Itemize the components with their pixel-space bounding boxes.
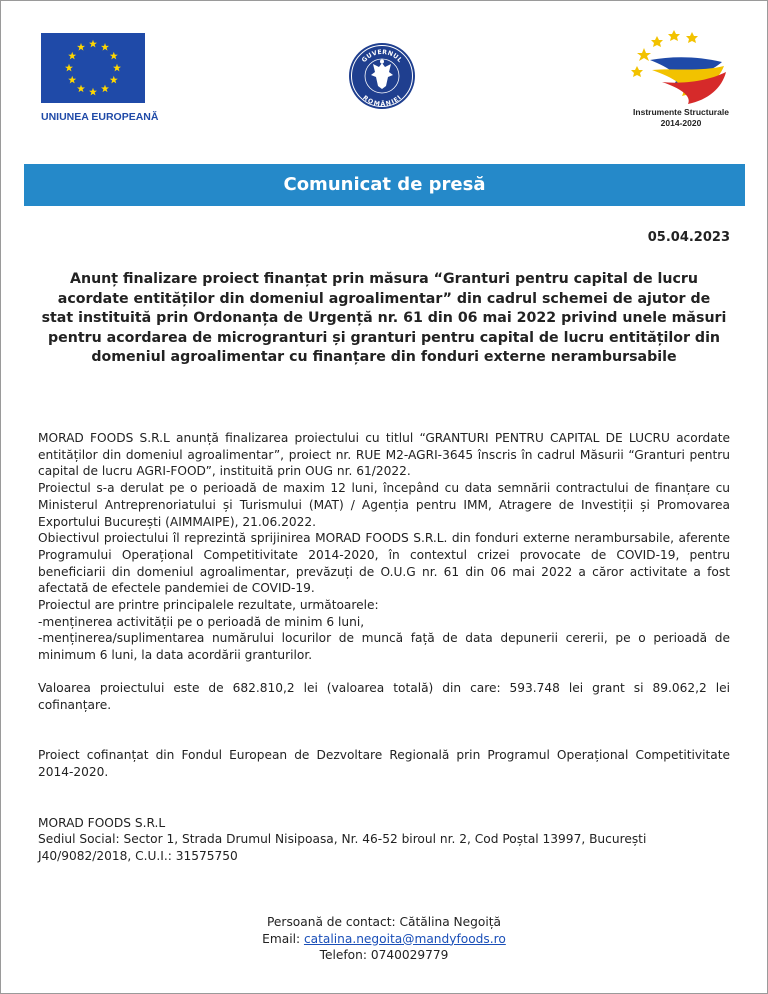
eu-star-icon xyxy=(110,52,118,60)
company-name: MORAD FOODS S.R.L xyxy=(38,815,166,830)
result-item: -menținerea/suplimentarea numărului locurilor de muncă față de data depunerii cererii, pe o perioadă de minimum 6 luni, la data acordării granturilor. xyxy=(38,631,730,663)
paragraph-duration: Proiectul s-a derulat pe o perioadă de maxim 12 luni, începând cu data semnării contractului de finanțare cu Ministerul Antreprenoriatului și Turismului (MAT) / Agenția pentru IMM, Atragere de Investiții și Promovarea Exportului București (AIMMAIPE), 21.06.2022. xyxy=(38,481,730,529)
government-seal-icon xyxy=(348,42,416,110)
contact-email-line xyxy=(0,931,768,948)
eu-star-icon xyxy=(101,43,109,51)
eu-star-icon xyxy=(77,85,85,93)
eu-star-icon xyxy=(68,52,76,60)
paragraph-objective: Obiectivul proiectului îl reprezintă sprijinirea MORAD FOODS S.R.L. din fonduri externe nerambursabile, aferente Programului Operațional Competitivitate 2014-2020, în contextul crizei provocate de COVID-19, pentru beneficiarii din domeniul agroalimentar, prevăzuți de O.U.G nr. 61 din 06 mai 2022 a căror activitate a fost afectată de efectele pandemiei de COVID-19. xyxy=(38,531,730,596)
seal-text-top: GUVERNUL xyxy=(360,48,404,65)
contact-person: Persoană de contact: Cătălina Negoiță xyxy=(267,915,501,929)
email-link[interactable]: catalina.negoita@mandyfoods.ro xyxy=(303,931,506,946)
paragraph-results: Proiectul are printre principalele rezultate, următoarele: xyxy=(38,598,379,613)
eu-flag-icon xyxy=(41,33,145,103)
eu-caption: UNIUNEA EUROPEANĂ xyxy=(41,111,159,123)
is-caption-line2: 2014-2020 xyxy=(660,118,702,128)
structural-instruments-icon xyxy=(622,26,742,106)
paragraph-intro: MORAD FOODS S.R.L anunță finalizarea proiectului cu titlul “GRANTURI PENTRU CAPITAL DE LUCRU acordate entităților din domeniul agroalimentar”, proiect nr. RUE M2-AGRI-3645 înscris în cadrul Măsurii “Granturi pentru capital de lucru AGRI-FOOD”, instituită prin OUG nr. 61/2022. xyxy=(38,431,730,479)
header xyxy=(0,0,768,160)
headline: Anunț finalizare proiect finanțat prin măsura “Granturi pentru capital de lucru acordate entităților din domeniul agroalimentar” din cadrul schemei de ajutor de stat instituită prin Ordonanța de Urgență nr. 61 din 06 mai 2022 privind unele măsuri pentru acordarea de microgranturi și granturi pentru capital de lucru entităților din domeniul agroalimentar cu finanțare din fonduri externe nerambursabile xyxy=(41,271,727,365)
eu-star-icon xyxy=(89,88,97,96)
eu-star-icon xyxy=(65,64,73,72)
paragraph-cofinancing: Proiect cofinanțat din Fondul European de Dezvoltare Regională prin Programul Operațional Competitivitate 2014-2020. xyxy=(38,748,730,779)
release-date: 05.04.2023 xyxy=(647,230,730,245)
eu-star-icon xyxy=(113,64,121,72)
paragraph-value: Valoarea proiectului este de 682.810,2 lei (valoarea totală) din care: 593.748 lei grant si 89.062,2 lei cofinanțare. xyxy=(38,680,730,712)
company-registry: J40/9082/2018, C.U.I.: 31575750 xyxy=(38,849,238,864)
structural-instruments-caption xyxy=(626,107,736,129)
seal-text-bottom: ROMÂNIEI xyxy=(361,94,403,109)
eu-star-icon xyxy=(110,76,118,84)
press-release-banner: Comunicat de presă xyxy=(24,164,745,206)
eu-star-icon xyxy=(68,76,76,84)
email-label: Email: xyxy=(262,931,304,946)
contact-block xyxy=(0,914,768,964)
is-caption-line1: Instrumente Structurale xyxy=(633,107,729,117)
structural-instruments-logo xyxy=(622,26,742,136)
eu-logo xyxy=(41,33,159,123)
eu-star-icon xyxy=(77,43,85,51)
eu-star-icon xyxy=(89,40,97,48)
eu-star-icon xyxy=(101,85,109,93)
contact-phone: Telefon: 0740029779 xyxy=(319,948,449,962)
body-text xyxy=(38,430,730,865)
result-item: -menținerea activității pe o perioadă de minim 6 luni, xyxy=(38,614,365,629)
company-address: Sediul Social: Sector 1, Strada Drumul Nisipoasa, Nr. 46-52 biroul nr. 2, Cod Poștal 13997, București xyxy=(38,832,647,847)
